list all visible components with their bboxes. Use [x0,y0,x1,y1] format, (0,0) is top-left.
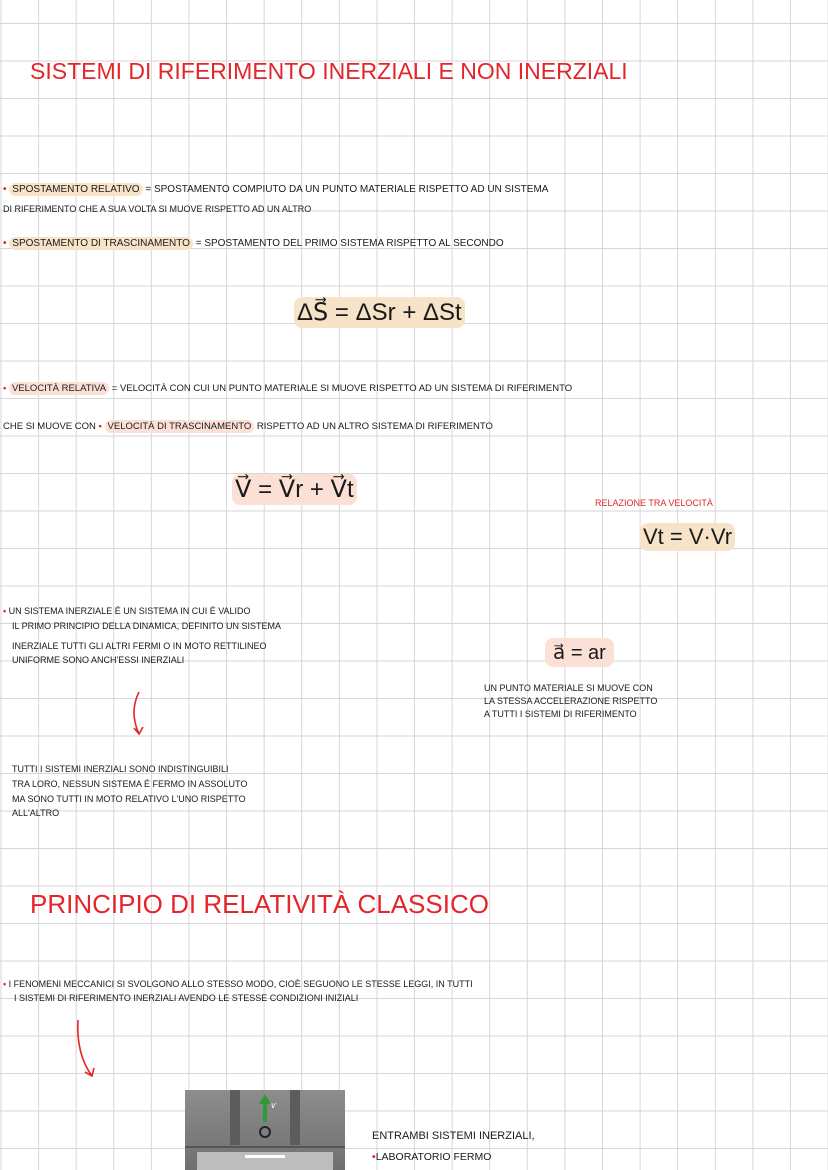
term-spostamento-trascinamento: SPOSTAMENTO DI TRASCINAMENTO [9,237,193,250]
accelerazione-line3: A TUTTI I SISTEMI DI RIFERIMENTO [484,709,637,719]
term-velocita-relativa: VELOCITÀ RELATIVA [9,382,109,395]
velocita-relativa-line1 [3,382,824,395]
formula-velocita: V⃗ = V⃗r + V⃗t [232,474,357,505]
elevator-image [185,1090,345,1170]
spostamento-trascinamento [3,237,824,250]
accelerazione-line1: UN PUNTO MATERIALE SI MUOVE CON [484,683,653,693]
indistinguibili-line3: MA SONO TUTTI IN MOTO RELATIVO L'UNO RISPETTO [12,794,246,804]
definition: = VELOCITÀ CON CUI UN PUNTO MATERIALE SI MUOVE RISPETTO AD UN SISTEMA DI RIFERIMENTO [111,383,573,394]
bullet: • [3,383,7,394]
bullet: • [372,1151,376,1163]
text: UN SISTEMA INERZIALE É UN SISTEMA IN CUI É VALIDO [8,606,251,616]
indistinguibili-line1: TUTTI I SISTEMI INERZIALI SONO INDISTINGUIBILI [12,764,229,774]
relazione-label: RELAZIONE TRA VELOCITÀ [595,498,713,508]
velocita-relativa-line2 [3,420,824,433]
text: I FENOMENI MECCANICI SI SVOLGONO ALLO STESSO MODO, CIOÈ SEGUONO LE STESSE LEGGI, IN TUTTI [8,979,473,989]
section-title-principio: PRINCIPIO DI RELATIVITÀ CLASSICO [30,889,489,919]
bullet: • [3,979,7,989]
accelerazione-line2: LA STESSA ACCELERAZIONE RISPETTO [484,696,658,706]
bullet: • [3,184,7,195]
bullet: • [98,421,102,432]
sistema-inerziale-line2: IL PRIMO PRINCIPIO DELLA DINAMICA, DEFINITO UN SISTEMA [12,621,282,631]
definition: = SPOSTAMENTO COMPIUTO DA UN PUNTO MATERIALE RISPETTO AD UN SISTEMA [145,184,549,195]
term-spostamento-relativo: SPOSTAMENTO RELATIVO [9,183,142,196]
text: LABORATORIO FERMO [375,1151,492,1163]
spostamento-relativo-line1 [3,183,824,196]
term-velocita-trascinamento: VELOCITÀ DI TRASCINAMENTO [105,420,255,433]
text: RISPETTO AD UN ALTRO SISTEMA DI RIFERIMENTO [256,421,493,432]
arrow-down-icon [125,690,155,740]
text: CHE SI MUOVE CON [3,421,96,432]
principio-line1 [3,978,824,991]
definition: = SPOSTAMENTO DEL PRIMO SISTEMA RISPETTO AL SECONDO [195,238,504,249]
principio-line2: I SISTEMI DI RIFERIMENTO INERZIALI AVENDO LE STESSE CONDIZIONI INIZIALI [14,993,359,1003]
sistema-inerziale-line3: INERZIALE TUTTI GLI ALTRI FERMI O IN MOTO RETTILINEO [12,641,267,651]
page-title: SISTEMI DI RIFERIMENTO INERZIALI E NON INERZIALI [30,58,628,84]
bullet: • [3,238,7,249]
formula-spostamento: ΔS⃗ = ΔSr + ΔSt [294,297,465,328]
bottom-note-line1: ENTRAMBI SISTEMI INERZIALI, [372,1130,535,1142]
velocity-arrow-icon [257,1092,281,1140]
formula-relazione: Vt = V·Vr [640,523,735,551]
sistema-inerziale-line4: UNIFORME SONO ANCH'ESSI INERZIALI [12,655,185,665]
arrow-down-icon [70,1018,110,1082]
indistinguibili-line4: ALL'ALTRO [12,808,60,818]
sistema-inerziale-line1 [3,605,251,618]
indistinguibili-line2: TRA LORO, NESSUN SISTEMA É FERMO IN ASSOLUTO [12,779,248,789]
formula-accelerazione: a⃗ = ar [545,638,614,667]
velocity-label: v [271,1100,276,1110]
bottom-note-line2 [372,1151,824,1164]
spostamento-relativo-line2: DI RIFERIMENTO CHE A SUA VOLTA SI MUOVE RISPETTO AD UN ALTRO [3,204,312,214]
bullet: • [3,606,7,616]
